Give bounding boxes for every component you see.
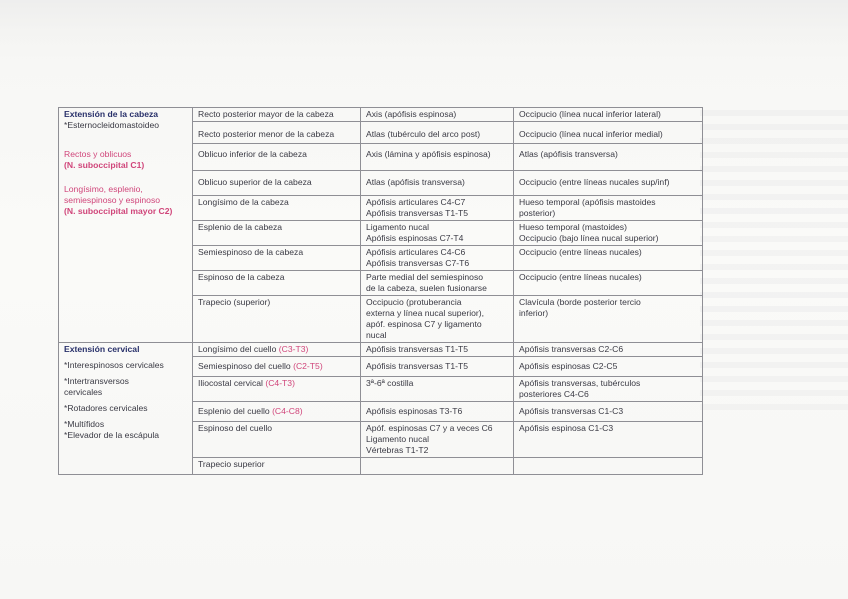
insertion-cell (514, 246, 703, 271)
muscle-name: Longísimo de la cabeza (198, 197, 289, 207)
origin-text: Ligamento nucal (366, 434, 430, 444)
muscle-table (58, 107, 703, 475)
muscle-name: Espinoso del cuello (198, 423, 273, 433)
insertion-cell (514, 144, 703, 171)
insertion-cell (514, 171, 703, 196)
origin-text: Apófisis espinosas C7-T4 (366, 233, 464, 243)
insertion-cell (514, 458, 703, 475)
group-nerve: (N. suboccipital C1) (64, 160, 145, 170)
group-item: cervicales (64, 387, 103, 397)
insertion-cell (514, 296, 703, 343)
group-title: Extensión cervical (64, 344, 140, 354)
muscle-cell (193, 271, 361, 296)
group-item: *Elevador de la escápula (64, 430, 160, 440)
origin-text: Apófisis transversas T1-T5 (366, 361, 469, 371)
group-item: *Interespinosos cervicales (64, 360, 164, 370)
muscle-name: Recto posterior mayor de la cabeza (198, 109, 334, 119)
muscle-cell (193, 196, 361, 221)
table-row (59, 343, 703, 357)
origin-cell (361, 271, 514, 296)
origin-text: Axis (apófisis espinosa) (366, 109, 457, 119)
insertion-cell (514, 108, 703, 122)
origin-text: de la cabeza, suelen fusionarse (366, 283, 487, 293)
muscle-cell (193, 246, 361, 271)
insertion-cell (514, 343, 703, 357)
insertion-text: Atlas (apófisis transversa) (519, 149, 618, 159)
group-subtitle: Longísimo, esplenio, (64, 184, 143, 194)
muscle-name: Semiespinoso de la cabeza (198, 247, 304, 257)
muscle-name: Esplenio de la cabeza (198, 222, 283, 232)
origin-cell (361, 171, 514, 196)
muscle-name: Iliocostal cervical (198, 378, 263, 388)
muscle-name: Semiespinoso del cuello (198, 361, 291, 371)
insertion-cell (514, 196, 703, 221)
origin-text: Parte medial del semiespinoso (366, 272, 484, 282)
group-item: *Multífidos (64, 419, 105, 429)
muscle-cell (193, 171, 361, 196)
origin-text: Axis (lámina y apófisis espinosa) (366, 149, 491, 159)
muscle-cell (193, 343, 361, 357)
origin-text: Apófisis espinosas T3-T6 (366, 406, 463, 416)
origin-text: Occipucio (protuberancia (366, 297, 462, 307)
origin-cell (361, 402, 514, 422)
group-item: *Intertransversos (64, 376, 129, 386)
insertion-text: posterior) (519, 208, 556, 218)
group-item: *Rotadores cervicales (64, 403, 148, 413)
muscle-levels: (C3-T3) (278, 344, 309, 354)
bleed-through-right (700, 110, 848, 410)
insertion-text: Apófisis transversas C1-C3 (519, 406, 624, 416)
insertion-cell (514, 122, 703, 144)
origin-cell (361, 422, 514, 458)
origin-text: Apófisis articulares C4-C6 (366, 247, 466, 257)
group-cell-cervical (59, 343, 193, 475)
insertion-text: Apófisis espinosas C2-C5 (519, 361, 618, 371)
origin-text: Apófisis transversas T1-T5 (366, 344, 469, 354)
origin-text: Apóf. espinosas C7 y a veces C6 (366, 423, 493, 433)
muscle-cell (193, 377, 361, 402)
origin-cell (361, 196, 514, 221)
insertion-cell (514, 377, 703, 402)
group-title: Extensión de la cabeza (64, 109, 159, 119)
table-row (59, 108, 703, 122)
muscle-name: Espinoso de la cabeza (198, 272, 285, 282)
insertion-text: Apófisis transversas, tubérculos (519, 378, 641, 388)
group-subtitle: Rectos y oblicuos (64, 149, 132, 159)
insertion-text: inferior) (519, 308, 549, 318)
insertion-text: Occipucio (entre líneas nucales) (519, 272, 642, 282)
insertion-text: Occipucio (entre líneas nucales sup/inf) (519, 177, 670, 187)
muscle-cell (193, 144, 361, 171)
origin-cell (361, 246, 514, 271)
origin-text: nucal (366, 330, 387, 340)
muscle-name: Oblicuo inferior de la cabeza (198, 149, 307, 159)
origin-text: Atlas (tubérculo del arco post) (366, 129, 481, 139)
group-item: *Esternocleidomastoideo (64, 120, 160, 130)
origin-cell (361, 122, 514, 144)
insertion-text: Occipucio (bajo línea nucal superior) (519, 233, 659, 243)
muscle-cell (193, 458, 361, 475)
origin-cell (361, 343, 514, 357)
origin-text: Apófisis articulares C4-C7 (366, 197, 466, 207)
insertion-cell (514, 402, 703, 422)
group-cell-head (59, 108, 193, 343)
origin-cell (361, 357, 514, 377)
origin-text: Ligamento nucal (366, 222, 430, 232)
origin-text: externa y línea nucal superior), (366, 308, 484, 318)
muscle-cell (193, 108, 361, 122)
insertion-text: Apófisis transversas C2-C6 (519, 344, 624, 354)
muscle-name: Trapecio superior (198, 459, 265, 469)
insertion-text: Hueso temporal (apófisis mastoides (519, 197, 656, 207)
muscle-levels: (C2-T5) (293, 361, 323, 371)
muscle-name: Longísimo del cuello (198, 344, 277, 354)
muscle-cell (193, 221, 361, 246)
muscle-cell (193, 357, 361, 377)
origin-text: apóf. espinosa C7 y ligamento (366, 319, 482, 329)
insertion-cell (514, 221, 703, 246)
muscle-name: Oblicuo superior de la cabeza (198, 177, 312, 187)
insertion-text: Clavícula (borde posterior tercio (519, 297, 641, 307)
origin-text: Vértebras T1-T2 (366, 445, 429, 455)
origin-cell (361, 221, 514, 246)
insertion-text: Hueso temporal (mastoides) (519, 222, 627, 232)
insertion-text: Apófisis espinosa C1-C3 (519, 423, 614, 433)
muscle-cell (193, 402, 361, 422)
origin-text: Apófisis transversas C7-T6 (366, 258, 470, 268)
insertion-cell (514, 357, 703, 377)
bleed-through-top (0, 0, 848, 60)
origin-text: Atlas (apófisis transversa) (366, 177, 465, 187)
insertion-text: Occipucio (línea nucal inferior lateral) (519, 109, 661, 119)
origin-text: Apófisis transversas T1-T5 (366, 208, 469, 218)
group-subtitle: semiespinoso y espinoso (64, 195, 161, 205)
muscle-levels: (C4-T3) (265, 378, 295, 388)
origin-cell (361, 296, 514, 343)
origin-cell (361, 144, 514, 171)
origin-cell (361, 377, 514, 402)
origin-cell (361, 108, 514, 122)
insertion-text: Occipucio (línea nucal inferior medial) (519, 129, 663, 139)
muscle-levels: (C4-C8) (272, 406, 303, 416)
muscle-cell (193, 122, 361, 144)
insertion-cell (514, 271, 703, 296)
origin-cell (361, 458, 514, 475)
muscle-name: Esplenio del cuello (198, 406, 270, 416)
muscle-name: Trapecio (superior) (198, 297, 271, 307)
muscle-cell (193, 296, 361, 343)
insertion-cell (514, 422, 703, 458)
insertion-text: posteriores C4-C6 (519, 389, 589, 399)
muscle-name: Recto posterior menor de la cabeza (198, 129, 335, 139)
insertion-text: Occipucio (entre líneas nucales) (519, 247, 642, 257)
muscle-cell (193, 422, 361, 458)
origin-text: 3ª-6ª costilla (366, 378, 414, 388)
group-nerve: (N. suboccipital mayor C2) (64, 206, 173, 216)
